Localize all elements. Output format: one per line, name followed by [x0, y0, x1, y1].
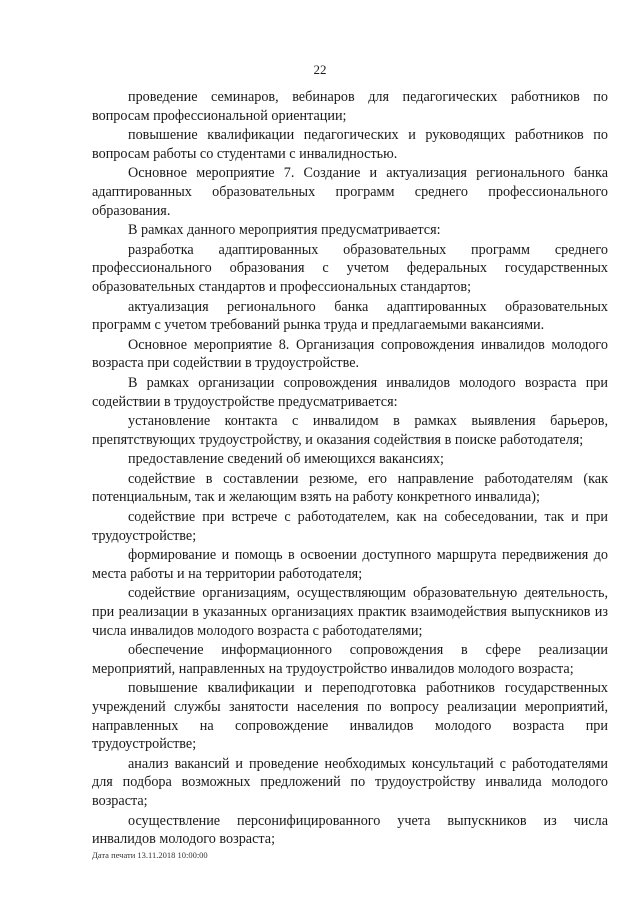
paragraph: актуализация регионального банка адаптированных образовательных программ с учетом требований рынка труда и предлагаемыми вакансиями.: [92, 298, 608, 334]
page-number: 22: [313, 62, 327, 77]
paragraph: В рамках организации сопровождения инвалидов молодого возраста при содействии в трудоустройстве предусматривается:: [92, 374, 608, 410]
paragraph: проведение семинаров, вебинаров для педагогических работников по вопросам профессиональной ориентации;: [92, 89, 608, 124]
paragraph: установление контакта с инвалидом в рамках выявления барьеров, препятствующих трудоустройству, и оказания содействия в поиске работодателя;: [92, 413, 608, 448]
paragraph: разработка адаптированных образовательных программ среднего профессионального образования с учетом федеральных государственных образовательных стандартов и профессиональных стандартов;: [92, 241, 608, 295]
paragraph: формирование и помощь в освоении доступного маршрута передвижения до места работы и на территории работодателя;: [92, 547, 608, 582]
paragraph: повышение квалификации и переподготовка работников государственных учреждений службы занятости населения по вопросу реализации мероприятий, направленных на сопровождение инвалидов молодого возраста при трудоустройстве;: [92, 680, 608, 753]
paragraph: В рамках данного мероприятия предусматривается:: [128, 222, 441, 239]
paragraph: обеспечение информационного сопровождения в сфере реализации мероприятий, направленных на трудоустройство инвалидов молодого возраста;: [92, 642, 608, 677]
print-date-footer: Дата печати 13.11.2018 10:00:00: [92, 850, 208, 860]
paragraph: Основное мероприятие 7. Создание и актуализация регионального банка адаптированных образовательных программ среднего профессионального образования.: [92, 165, 608, 219]
paragraph: содействие при встрече с работодателем, как на собеседовании, так и при трудоустройстве;: [92, 509, 608, 544]
paragraph: предоставление сведений об имеющихся вакансиях;: [128, 451, 444, 468]
paragraph: содействие организациям, осуществляющим образовательную деятельность, при реализации в указанных организациях практик взаимодействия выпускников из числа инвалидов молодого возраста с работодателями;: [92, 585, 608, 639]
paragraph: Основное мероприятие 8. Организация сопровождения инвалидов молодого возраста при содействии в трудоустройстве.: [92, 336, 608, 372]
paragraph: повышение квалификации педагогических и руководящих работников по вопросам работы со студентами с инвалидностью.: [92, 127, 608, 162]
paragraph: осуществление персонифицированного учета выпускников из числа инвалидов молодого возраста;: [92, 812, 608, 848]
paragraph: анализ вакансий и проведение необходимых консультаций с работодателями для подбора возможных предложений по трудоустройству инвалида молодого возраста;: [92, 755, 608, 809]
paragraph: содействие в составлении резюме, его направление работодателям (как потенциальным, так и желающим взять на работу конкретного инвалида);: [92, 470, 608, 506]
document-body: [92, 88, 608, 850]
